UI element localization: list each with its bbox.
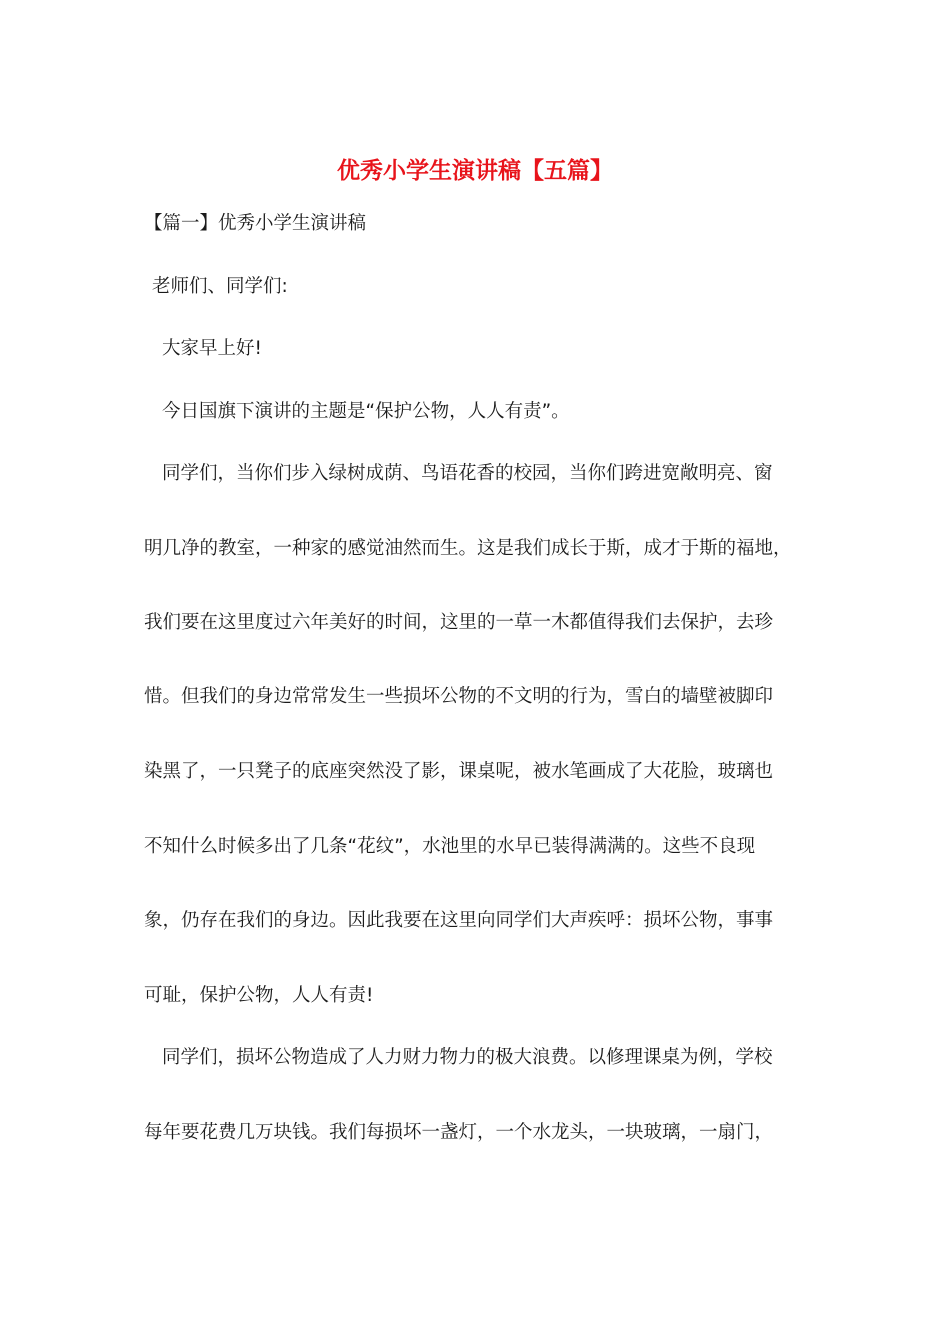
document-title: 优秀小学生演讲稿【五篇】: [337, 157, 613, 184]
paragraph-line: 同学们，当你们步入绿树成荫、鸟语花香的校园，当你们跨进宽敞明亮、窗: [162, 463, 773, 484]
paragraph-line: 我们要在这里度过六年美好的时间，这里的一草一木都值得我们去保护，去珍: [144, 612, 774, 633]
paragraph-line: 每年要花费几万块钱。我们每损坏一盏灯，一个水龙头，一块玻璃，一扇门，: [144, 1122, 774, 1143]
paragraph-line: 象，仍存在我们的身边。因此我要在这里向同学们大声疾呼：损坏公物，事事: [144, 910, 774, 931]
paragraph-line: 今日国旗下演讲的主题是“保护公物，人人有责”。: [162, 401, 570, 422]
paragraph-line: 可耻，保护公物，人人有责!: [144, 985, 374, 1006]
greeting: 大家早上好!: [162, 338, 262, 359]
paragraph-line: 惜。但我们的身边常常发生一些损坏公物的不文明的行为，雪白的墙壁被脚印: [144, 686, 774, 707]
salutation: 老师们、同学们:: [152, 276, 288, 297]
paragraph-line: 不知什么时候多出了几条“花纹”，水池里的水早已装得满满的。这些不良现: [144, 836, 756, 857]
paragraph-line: 明几净的教室，一种家的感觉油然而生。这是我们成长于斯，成才于斯的福地，: [144, 538, 792, 559]
paragraph-line: 同学们，损坏公物造成了人力财力物力的极大浪费。以修理课桌为例，学校: [162, 1047, 773, 1068]
section-heading: 【篇一】优秀小学生演讲稿: [144, 213, 367, 234]
paragraph-line: 染黑了，一只凳子的底座突然没了影，课桌呢，被水笔画成了大花脸，玻璃也: [144, 761, 774, 782]
